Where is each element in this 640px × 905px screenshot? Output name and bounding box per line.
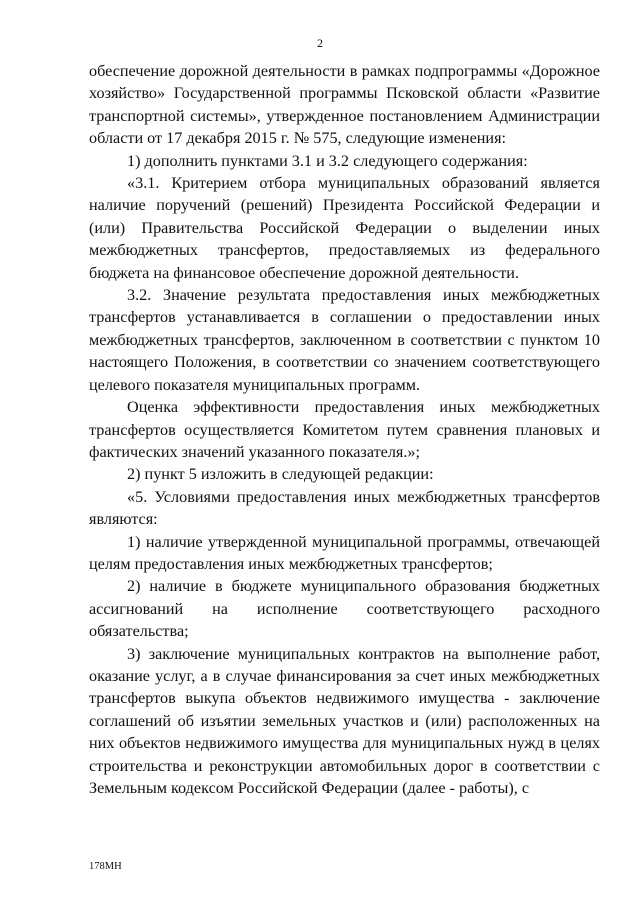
paragraph-item-2: 2) пункт 5 изложить в следующей редакции: bbox=[127, 465, 434, 484]
paragraph-item-1: 1) дополнить пунктами 3.1 и 3.2 следующего содержания: bbox=[127, 151, 528, 170]
paragraph-efficiency-assessment: Оценка эффективности предоставления иных межбюджетных трансфертов осуществляется Комитетом путем сравнения плановых и фактических значений указанного показателя.»; bbox=[89, 398, 600, 461]
paragraph-intro-continuation: обеспечение дорожной деятельности в рамках подпрограммы «Дорожное хозяйство» Государственной программы Псковской области «Развитие транспортной системы», утвержденное постановлением Администрации области от 17 декабря 2015 г. № 575, следующие изменения: bbox=[89, 62, 600, 148]
paragraph-clause-3-1: «3.1. Критерием отбора муниципальных образований является наличие поручений (решений) Президента Российской Федерации и (или) Правительства Российской Федерации о выделении иных межбюджетных трансфертов, предоставляемых из федерального бюджета на финансовое обеспечение дорожной деятельности. bbox=[89, 174, 600, 282]
paragraph-clause-3-2: 3.2. Значение результата предоставления иных межбюджетных трансфертов устанавливается в соглашении о предоставлении иных межбюджетных трансфертов, заключенном в соответствии с пунктом 10 настоящего Положения, в соответствии со значением соответствующего целевого показателя муниципальных программ. bbox=[89, 286, 600, 394]
paragraph-clause-5: «5. Условиями предоставления иных межбюджетных трансфертов являются: bbox=[89, 487, 600, 529]
document-body bbox=[89, 60, 600, 799]
page-number: 2 bbox=[317, 36, 323, 50]
paragraph-condition-1: 1) наличие утвержденной муниципальной программы, отвечающей целям предоставления иных межбюджетных трансфертов; bbox=[89, 532, 600, 573]
footer-document-code: 178МН bbox=[89, 861, 122, 872]
paragraph-condition-3: 3) заключение муниципальных контрактов на выполнение работ, оказание услуг, а в случае финансирования за счет иных межбюджетных трансфертов выкупа объектов недвижимого имущества - заключение соглашений об изъятии земельных участков и (или) расположенных на них объектов недвижимого имущества для муниципальных нужд в целях строительства и реконструкции автомобильных дорог в соответствии с Земельным кодексом Российской Федерации (далее - работы), с bbox=[89, 644, 600, 797]
paragraph-condition-2: 2) наличие в бюджете муниципального образования бюджетных ассигнований на исполнение соответствующего расходного обязательства; bbox=[89, 577, 600, 641]
